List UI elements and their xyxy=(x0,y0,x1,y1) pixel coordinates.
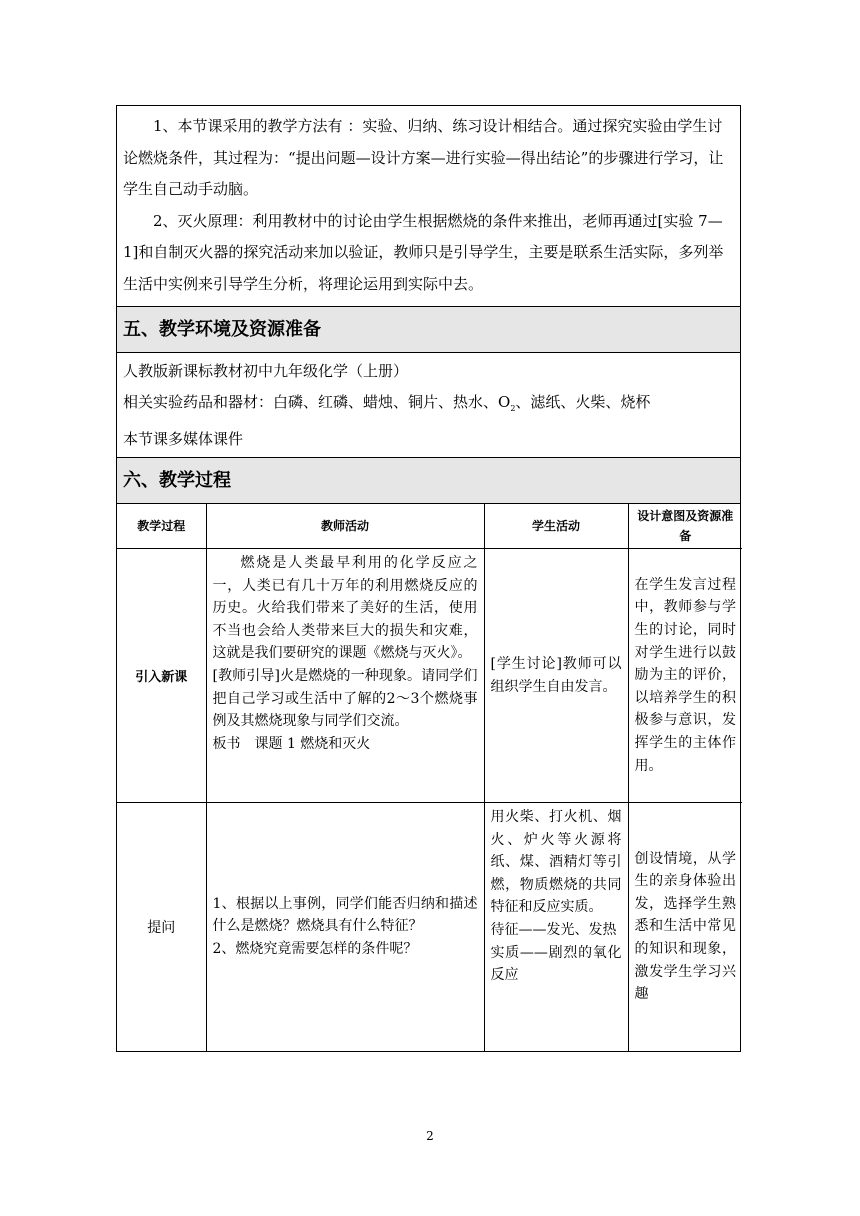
section-5-heading: 五、教学环境及资源准备 xyxy=(117,307,740,353)
header-teacher-activity: 教师活动 xyxy=(206,504,484,549)
teaching-methods-section xyxy=(117,106,740,307)
page-number: 2 xyxy=(426,1129,434,1143)
header-process: 教学过程 xyxy=(117,504,206,549)
teaching-process-table xyxy=(117,504,742,1051)
teacher-paragraph: 燃烧是人类最早利用的化学反应之一，人类已有几十万年的利用燃烧反应的历史。火给我们带来了美好的生活，使用不当也会给人类带来巨大的损失和灾难，这就是我们要研究的课题《燃烧与灭火》。 xyxy=(212,555,478,662)
header-student-activity: 学生活动 xyxy=(484,504,628,549)
resource-multimedia: 本节课多媒体课件 xyxy=(123,430,244,448)
student-activity-cell xyxy=(484,803,628,1051)
teacher-activity-cell xyxy=(206,803,484,1051)
student-paragraph: 实质——剧烈的氧化反应 xyxy=(490,944,622,984)
stage-question: 提问 xyxy=(117,803,206,1051)
stage-intro: 引入新课 xyxy=(117,549,206,803)
student-paragraph: 待征——发光、发热 xyxy=(490,921,617,938)
header-design-intent: 设计意图及资源准备 xyxy=(628,504,742,549)
oxygen-subscript: 2 xyxy=(510,404,516,413)
table-row xyxy=(117,803,742,1051)
methods-paragraph-1: 1、本节课采用的教学方法有 ：实验、归纳、练习设计相结合。通过探究实验由学生讨论燃烧条件，其过程为：“提出问题—设计方案—进行实验—得出结论”的步骤进行学习，让学生自己动手动脑。 xyxy=(123,117,724,198)
resources-section xyxy=(117,353,740,458)
section-6-heading: 六、教学过程 xyxy=(117,458,740,504)
design-intent-cell: 在学生发言过程中，教师参与学生的讨论，同时对学生进行以鼓励为主的评价，以培养学生的积极参与意识，发挥学生的主体作用。 xyxy=(628,549,742,803)
process-table-block xyxy=(117,504,740,1051)
teacher-paragraph: [教师引导]火是燃烧的一种现象。请同学们把自己学习或生活中了解的2～3个燃烧事例及其燃烧现象与同学们交流。 xyxy=(212,667,478,730)
teacher-paragraph: 1、根据以上事例，同学们能否归纳和描述什么是燃烧？燃烧具有什么特征？ xyxy=(212,895,478,935)
materials-text-post: 、滤纸、火柴、烧杯 xyxy=(515,393,651,411)
teacher-paragraph: 2、燃烧究竟需要怎样的条件呢？ xyxy=(212,941,418,958)
resource-materials xyxy=(123,387,734,424)
teacher-paragraph: 板书 课题 1 燃烧和灭火 xyxy=(212,735,371,752)
student-activity-cell: [学生讨论]教师可以组织学生自由发言。 xyxy=(484,549,628,803)
materials-text-pre: 相关实验药品和器材：白磷、红磷、蜡烛、铜片、热水、O xyxy=(123,393,511,411)
table-row xyxy=(117,549,742,803)
resource-textbook: 人教版新课标教材初中九年级化学（上册） xyxy=(123,362,409,380)
teacher-activity-cell xyxy=(206,549,484,803)
design-intent-cell: 创设情境，从学生的亲身体验出发，选择学生熟悉和生活中常见的知识和现象，激发学生学习兴趣 xyxy=(628,803,742,1051)
table-header-row xyxy=(117,504,742,549)
methods-paragraph-2: 2、灭火原理：利用教材中的讨论由学生根据燃烧的条件来推出，老师再通过[实验 7—1]和自制灭火器的探究活动来加以验证，教师只是引导学生，主要是联系生活实际，多列举生活中实例来引导学生分析，将理论运用到实际中去。 xyxy=(123,211,724,293)
document-frame xyxy=(116,105,741,1052)
student-paragraph: 用火柴、打火机、烟火、炉火等火源将纸、煤、酒精灯等引燃，物质燃烧的共同特征和反应实质。 xyxy=(490,809,622,916)
